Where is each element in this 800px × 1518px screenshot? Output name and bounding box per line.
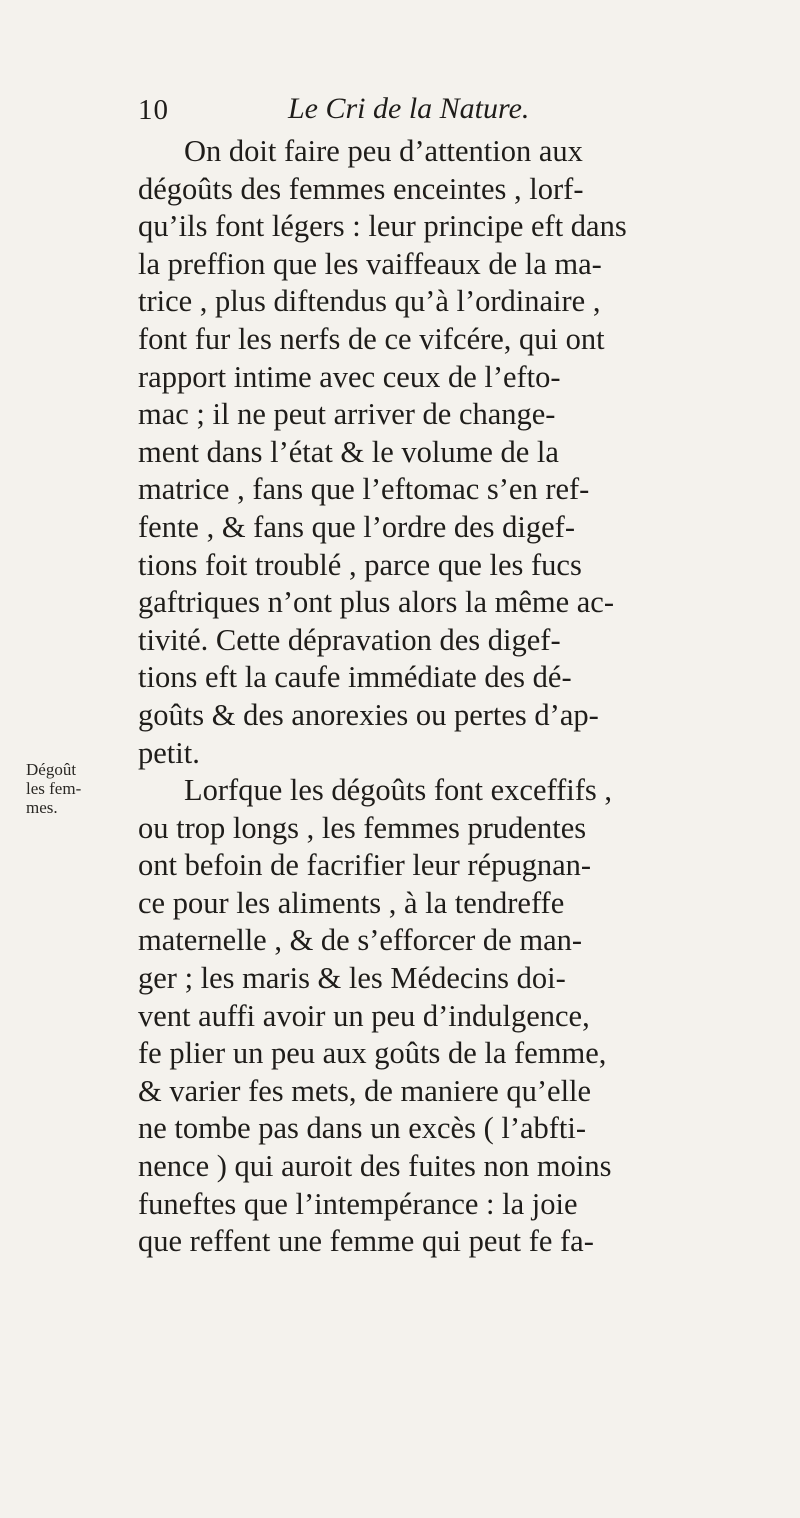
text-line: goûts & des anorexies ou pertes d’ap- — [138, 697, 599, 732]
text-line: dégoûts des femmes enceintes , lorf- — [138, 171, 584, 206]
text-line: ger ; les maris & les Médecins doi- — [138, 961, 566, 996]
text-line: petit. — [138, 735, 200, 770]
text-line: fe plier un peu aux goûts de la femme, — [138, 1036, 607, 1071]
text-line: la preffion que les vaiffeaux de la ma- — [138, 246, 602, 281]
text-line: rapport intime avec ceux de l’efto- — [138, 359, 561, 394]
text-line: font fur les nerfs de ce vifcére, qui ont — [138, 321, 605, 356]
text-line: On doit faire peu d’attention aux — [184, 134, 583, 168]
text-line: qu’ils font légers : leur principe eft dans — [138, 209, 627, 244]
running-title: Le Cri de la Nature. — [288, 92, 530, 125]
page-number: 10 — [138, 94, 169, 126]
text-line: ou trop longs , les femmes prudentes — [138, 810, 587, 845]
margin-note-line: mes. — [26, 798, 58, 817]
margin-note-line: les fem- — [26, 779, 82, 798]
text-line: ne tombe pas dans un excès ( l’abfti- — [138, 1111, 587, 1146]
text-line: maternelle , & de s’efforcer de man- — [138, 923, 583, 958]
text-line: ce pour les aliments , à la tendreffe — [138, 885, 565, 920]
margin-note — [26, 760, 106, 817]
text-line: que reffent une femme qui peut fe fa- — [138, 1224, 594, 1259]
text-line: mac ; il ne peut arriver de change- — [138, 397, 556, 432]
margin-note-line: Dégoût — [26, 760, 77, 779]
text-line: tions eft la caufe immédiate des dé- — [138, 660, 572, 695]
text-line: funeftes que l’intempérance : la joie — [138, 1186, 578, 1221]
text-line: trice , plus diftendus qu’à l’ordinaire , — [138, 284, 601, 319]
text-line: gaftriques n’ont plus alors la même ac- — [138, 585, 614, 620]
text-line: Lorfque les dégoûts font exceffifs , — [184, 773, 612, 808]
text-line: fente , & fans que l’ordre des digef- — [138, 509, 575, 544]
text-line: & varier fes mets, de maniere qu’elle — [138, 1073, 592, 1108]
text-line: ont befoin de facrifier leur répugnan- — [138, 848, 592, 883]
page-header — [138, 88, 738, 134]
text-line: tivité. Cette dépravation des digef- — [138, 622, 561, 657]
text-line: nence ) qui auroit des fuites non moins — [138, 1149, 612, 1184]
text-line: ment dans l’état & le volume de la — [138, 434, 559, 469]
text-line: vent auffi avoir un peu d’indulgence, — [138, 998, 590, 1033]
text-line: matrice , fans que l’eftomac s’en ref- — [138, 472, 590, 507]
text-line: tions foit troublé , parce que les fucs — [138, 547, 582, 582]
body-text — [138, 133, 748, 1261]
